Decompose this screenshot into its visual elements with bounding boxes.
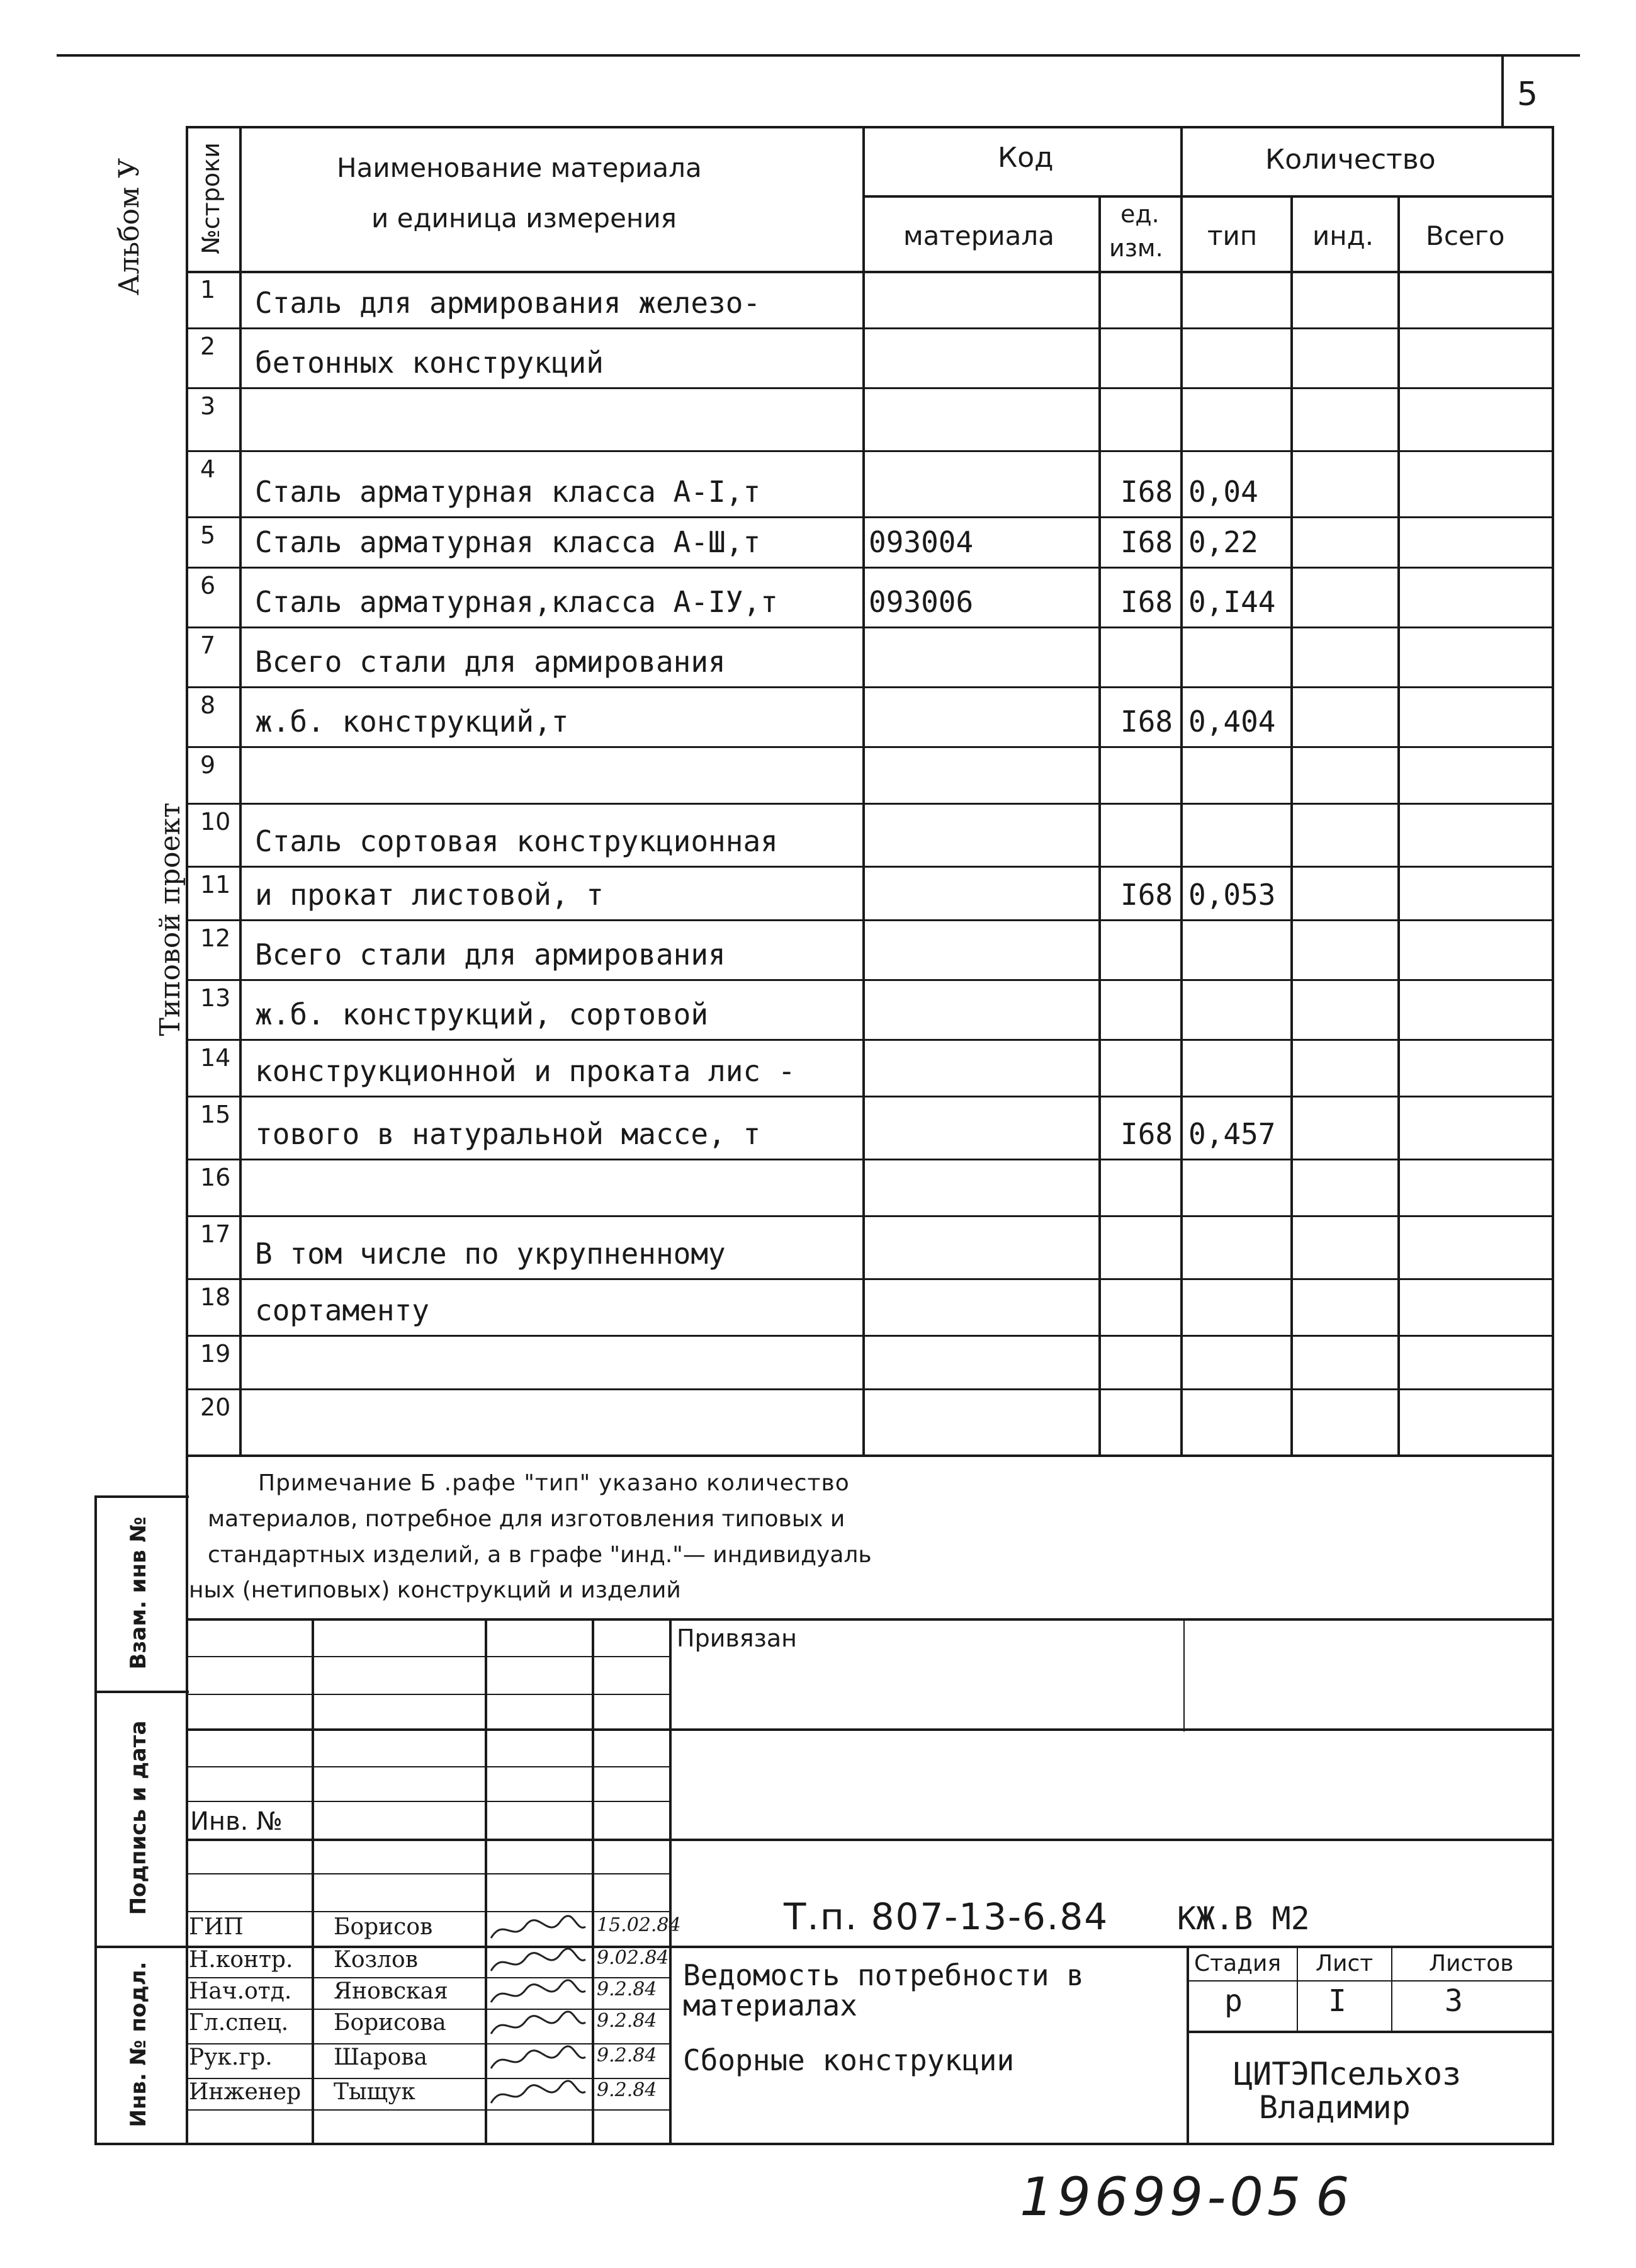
row-number: 19: [200, 1340, 231, 1368]
signature-mark: [488, 1914, 589, 1946]
signature-mark: [488, 2044, 589, 2076]
stamp-strip-left: [94, 1495, 97, 2144]
header-tip: тип: [1207, 220, 1258, 251]
row-number: 1: [200, 276, 216, 303]
tb-privyazan: Привязан: [677, 1624, 797, 1652]
row-name: Всего стали для армирования: [255, 645, 726, 679]
tb-line-4: [186, 1728, 1554, 1731]
tb-line-1: [186, 1618, 1554, 1621]
row-unit: I68: [1120, 878, 1173, 912]
header-vsego: Всего: [1426, 220, 1505, 251]
row-separator: [186, 450, 1554, 452]
tb-line-9: [186, 1911, 670, 1912]
row-code: 093004: [869, 525, 974, 559]
signature-mark: [488, 2079, 589, 2111]
row-separator: [186, 1096, 1554, 1097]
signer-role: Нач.отд.: [189, 1978, 292, 2004]
row-separator: [186, 803, 1554, 805]
row-name: Всего стали для армирования: [255, 938, 726, 972]
row-separator: [186, 866, 1554, 868]
tb-stage-block-left: [1187, 1946, 1189, 2144]
signer-date: 9.2.84: [597, 1978, 657, 2000]
tb-stage-line-1: [1187, 1980, 1554, 1982]
header-name-line2: и единица измерения: [371, 203, 677, 234]
row-number: 14: [200, 1044, 231, 1072]
row-name: бетонных конструкций: [255, 346, 604, 380]
tb-inv-no: Инв. №: [190, 1807, 283, 1836]
row-tip: 0,457: [1188, 1117, 1276, 1151]
row-number: 12: [200, 924, 231, 952]
col-line-nostroki: [239, 126, 242, 1454]
row-number: 4: [200, 455, 216, 483]
header-kod: Код: [998, 142, 1054, 174]
note-line-4: ных (нетиповых) конструкций и изделий: [189, 1577, 681, 1603]
row-tip: 0,22: [1188, 525, 1258, 559]
tb-line-5: [186, 1766, 670, 1767]
row-separator: [186, 327, 1554, 329]
signer-name: Борисова: [334, 2010, 446, 2036]
row-separator: [186, 979, 1554, 981]
row-tip: 0,I44: [1188, 585, 1276, 619]
row-unit: I68: [1120, 585, 1173, 619]
col-line-code: [1098, 195, 1101, 1454]
col-line-ind: [1397, 195, 1400, 1454]
header-kod-material: материала: [903, 220, 1055, 251]
signer-date: 9.2.84: [597, 2044, 657, 2067]
row-separator: [186, 919, 1554, 921]
stamp-vzam: Взам. инв №: [126, 1516, 151, 1670]
row-name: и прокат листовой, т: [255, 878, 604, 912]
row-unit: I68: [1120, 525, 1173, 559]
row-unit: I68: [1120, 475, 1173, 509]
row-name: сортаменту: [255, 1293, 429, 1327]
tb-sheet: I: [1328, 1983, 1346, 2019]
signer-role: Рук.гр.: [189, 2044, 273, 2070]
row-tip: 0,04: [1188, 475, 1258, 509]
row-separator: [186, 746, 1554, 748]
tb-sheets-label: Листов: [1429, 1951, 1514, 1976]
note-top-line: [186, 1454, 1554, 1457]
note-line-1: Примечание Б .рафе "тип" указано количество: [258, 1470, 850, 1496]
tb-line-6: [186, 1801, 670, 1802]
tb-stage-col-1: [1297, 1946, 1298, 2031]
album-label: Альбом У: [113, 157, 145, 296]
row-number: 20: [200, 1393, 231, 1421]
signer-name: Яновская: [334, 1978, 448, 2004]
row-separator: [186, 627, 1554, 628]
tb-line-15: [186, 2109, 670, 2111]
row-separator: [186, 1335, 1554, 1337]
stamp-inv-podl: Инв. № подл.: [126, 1961, 151, 2128]
row-separator: [186, 387, 1554, 389]
col-line-tip: [1290, 195, 1293, 1454]
row-separator: [186, 686, 1554, 688]
row-unit: I68: [1120, 705, 1173, 739]
signature-mark: [488, 2010, 589, 2041]
signer-role: ГИП: [189, 1914, 244, 1940]
row-separator: [186, 1388, 1554, 1390]
row-number: 2: [200, 332, 216, 360]
signer-date: 9.2.84: [597, 2079, 657, 2101]
signer-date: 9.2.84: [597, 2010, 657, 2032]
row-number: 16: [200, 1164, 231, 1191]
tb-mark: КЖ.В М2: [1177, 1900, 1310, 1937]
row-number: 9: [200, 751, 216, 779]
tb-org-1: ЦИТЭПсельхоз: [1234, 2056, 1462, 2092]
tb-stage: р: [1224, 1983, 1243, 2019]
row-name: Сталь для армирования железо-: [255, 286, 761, 320]
project-label: Типовой проект: [154, 802, 186, 1036]
row-separator: [186, 1215, 1554, 1217]
row-number: 15: [200, 1101, 231, 1128]
row-separator: [186, 516, 1554, 518]
stamp-strip-divider-1: [94, 1691, 189, 1693]
signature-mark: [488, 1978, 589, 2010]
row-name: Сталь арматурная класса А-I,т: [255, 475, 761, 509]
row-tip: 0,053: [1188, 878, 1276, 912]
header-kod-izm: изм.: [1109, 234, 1163, 262]
row-name: Сталь сортовая конструкционная: [255, 824, 778, 858]
row-unit: I68: [1120, 1117, 1173, 1151]
row-number: 10: [200, 808, 231, 836]
row-name: Сталь арматурная класса А-Ш,т: [255, 525, 761, 559]
tb-col-sign: [592, 1618, 594, 2144]
col-line-unit: [1180, 126, 1183, 1454]
row-name: тового в натуральной массе, т: [255, 1117, 761, 1151]
row-number: 18: [200, 1283, 231, 1311]
tb-line-2: [186, 1656, 670, 1657]
footer-number: 19699-05: [1020, 2166, 1305, 2228]
tb-doc-title-1: Ведомость потребности в: [683, 1958, 1084, 1992]
signer-date: 15.02.84: [597, 1914, 681, 1936]
signature-mark: [488, 1947, 589, 1978]
frame-right: [1552, 126, 1554, 2144]
tb-stage-line-2: [1187, 2031, 1554, 2033]
row-name: Сталь арматурная,класса А-IУ,т: [255, 585, 778, 619]
row-number: 5: [200, 521, 216, 549]
header-bottom-line: [186, 271, 1554, 273]
row-number: 13: [200, 984, 231, 1012]
row-number: 6: [200, 572, 216, 599]
tb-doc-title-2: материалах: [683, 1988, 857, 2022]
note-line-2: материалов, потребное для изготовления типовых и: [208, 1506, 845, 1532]
signer-role: Гл.спец.: [189, 2010, 289, 2036]
signer-name: Тыщук: [334, 2079, 415, 2105]
row-name: ж.б. конструкций, сортовой: [255, 997, 709, 1031]
row-separator: [186, 1039, 1554, 1041]
tb-line-3: [186, 1694, 670, 1695]
signer-name: Борисов: [334, 1914, 433, 1940]
row-name: В том числе по укрупненному: [255, 1237, 726, 1271]
signer-name: Козлов: [334, 1947, 418, 1973]
page-number-box-left: [1501, 54, 1504, 127]
row-separator: [186, 1159, 1554, 1160]
row-separator: [186, 1278, 1554, 1280]
tb-org-2: Владимир: [1259, 2089, 1411, 2126]
row-name: ж.б. конструкций,т: [255, 705, 569, 739]
tb-privyazan-divider: [1183, 1618, 1185, 1732]
header-name-line1: Наименование материала: [337, 152, 702, 183]
footer-sheet: 6: [1316, 2166, 1350, 2228]
row-tip: 0,404: [1188, 705, 1276, 739]
tb-col-name: [485, 1618, 487, 2144]
frame-top: [186, 126, 1554, 128]
tb-doc-code: Т.п. 807-13-6.84: [784, 1895, 1109, 1938]
signer-name: Шарова: [334, 2044, 427, 2070]
header-mid-line: [862, 195, 1554, 198]
row-number: 11: [200, 871, 231, 899]
note-line-3: стандартных изделий, а в графе "инд."— индивидуаль: [208, 1542, 872, 1568]
tb-sheet-label: Лист: [1316, 1951, 1374, 1976]
stamp-podpis: Подпись и дата: [126, 1720, 151, 1915]
tb-doc-title-3: Сборные конструкции: [683, 2043, 1015, 2077]
row-number: 17: [200, 1220, 231, 1248]
signer-role: Н.контр.: [189, 1947, 293, 1973]
signer-role: Инженер: [189, 2079, 302, 2105]
tb-stage-label: Стадия: [1194, 1951, 1282, 1976]
frame-left: [186, 126, 188, 2144]
tb-stage-col-2: [1391, 1946, 1392, 2031]
tb-line-8: [186, 1873, 670, 1874]
col-line-name: [862, 126, 865, 1454]
header-kolichestvo: Количество: [1265, 144, 1436, 176]
row-name: конструкционной и проката лис -: [255, 1054, 796, 1088]
header-kod-ed: ед.: [1120, 200, 1159, 228]
row-number: 8: [200, 691, 216, 719]
row-number: 7: [200, 632, 216, 659]
tb-line-7: [186, 1839, 1554, 1841]
page-number: 5: [1517, 76, 1538, 113]
header-ind: инд.: [1312, 220, 1374, 251]
row-code: 093006: [869, 585, 974, 619]
tb-col-date: [669, 1618, 672, 2144]
header-nostroki: №строки: [197, 142, 225, 254]
tb-col-role: [312, 1618, 314, 2144]
row-number: 3: [200, 392, 216, 420]
signer-date: 9.02.84: [597, 1947, 669, 1969]
tb-sheets: 3: [1445, 1983, 1463, 2019]
top-rule: [57, 54, 1580, 57]
row-separator: [186, 567, 1554, 569]
